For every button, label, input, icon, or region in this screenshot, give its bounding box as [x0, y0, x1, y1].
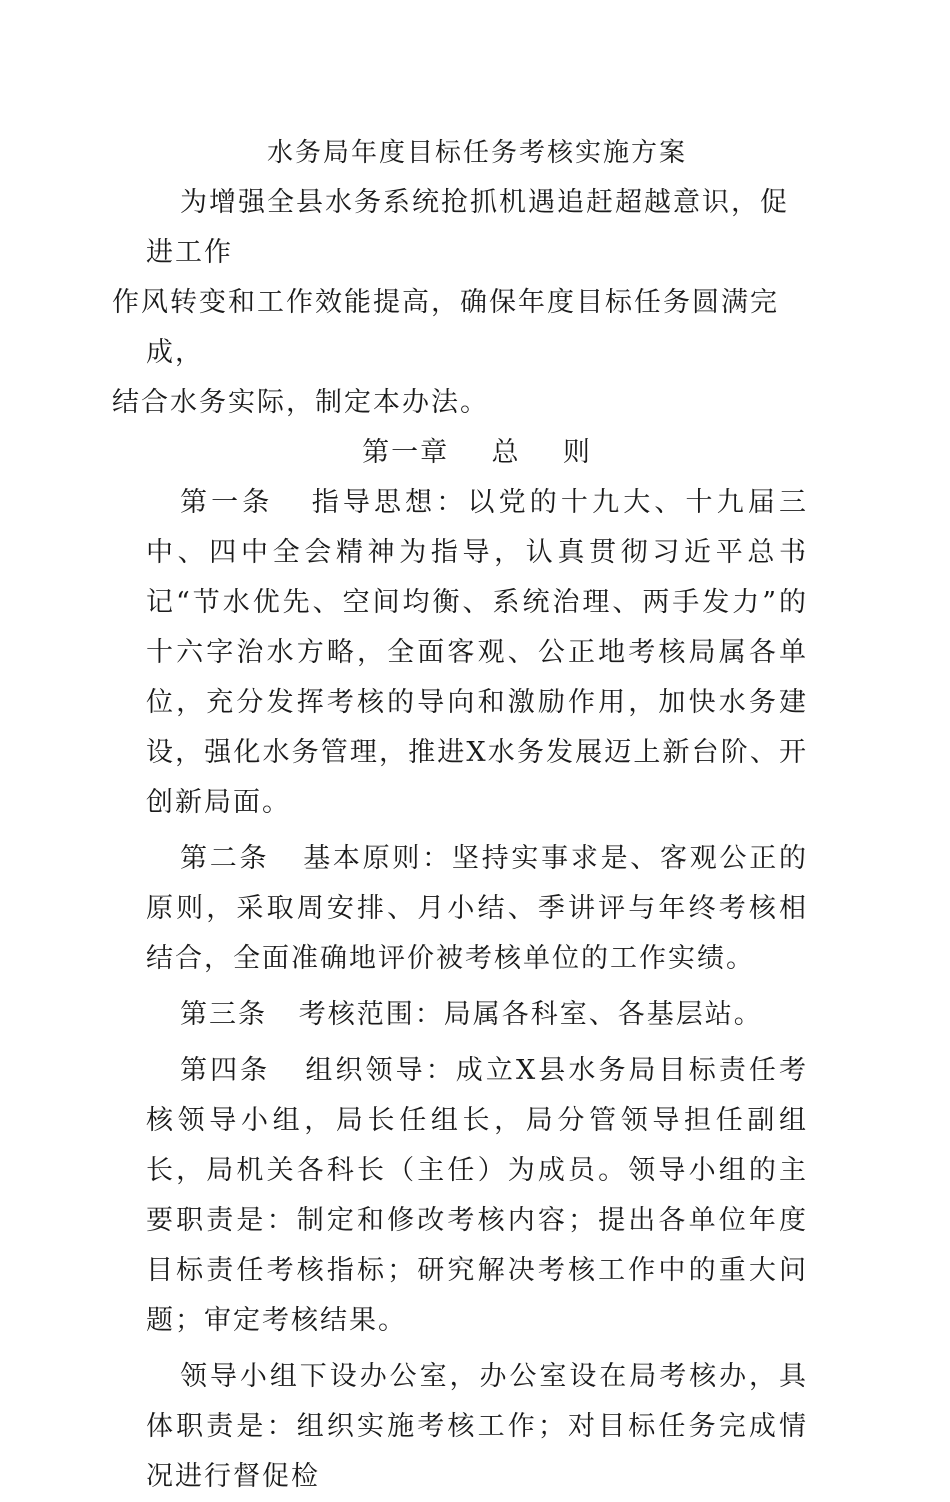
article-4-label: 第四条 — [180, 1055, 271, 1086]
intro-line-1: 为增强全县水务系统抢抓机遇追赶超越意识，促进工作 — [146, 187, 789, 268]
article-1 — [146, 478, 808, 828]
article-1-text: 指导思想：以党的十九大、十九届三中、四中全会精神为指导，认真贯彻习近平总书记“节水优先、空间均衡、系统治理、两手发力”的十六字治水方略，全面客观、公正地考核局属各单位，充分发挥考核的导向和激励作用，加快水务建设，强化水务管理，推进X水务发展迈上新台阶、开创新局面。 — [146, 487, 809, 818]
article-3 — [146, 990, 808, 1040]
article-4 — [146, 1046, 808, 1346]
article-4-text: 组织领导：成立X县水务局目标责任考核领导小组，局长任组长，局分管领导担任副组长，局机关各科长（主任）为成员。领导小组的主要职责是：制定和修改考核内容；提出各单位年度目标责任考核指标；研究解决考核工作中的重大问题；审定考核结果。 — [146, 1055, 808, 1336]
article-1-label: 第一条 — [180, 487, 274, 518]
article-3-text: 考核范围：局属各科室、各基层站。 — [298, 999, 763, 1030]
chapter-heading: 第一章 总 则 — [362, 437, 592, 468]
closing-paragraph: 领导小组下设办公室，办公室设在局考核办，具体职责是：组织实施考核工作；对目标任务完成情况进行督促检 — [146, 1361, 808, 1492]
article-2-text: 基本原则：坚持实事求是、客观公正的原则，采取周安排、月小结、季讲评与年终考核相结合，全面准确地评价被考核单位的工作实绩。 — [146, 843, 809, 974]
article-2-label: 第二条 — [180, 843, 270, 874]
intro-line-2: 作风转变和工作效能提高，确保年度目标任务圆满完成， — [112, 287, 779, 368]
intro-paragraph — [112, 178, 808, 428]
article-2 — [146, 834, 808, 984]
intro-line-3: 结合水务实际，制定本办法。 — [112, 387, 489, 418]
document-title: 水务局年度目标任务考核实施方案 — [266, 138, 687, 168]
article-3-label: 第三条 — [180, 999, 267, 1030]
document-body — [112, 128, 809, 1502]
